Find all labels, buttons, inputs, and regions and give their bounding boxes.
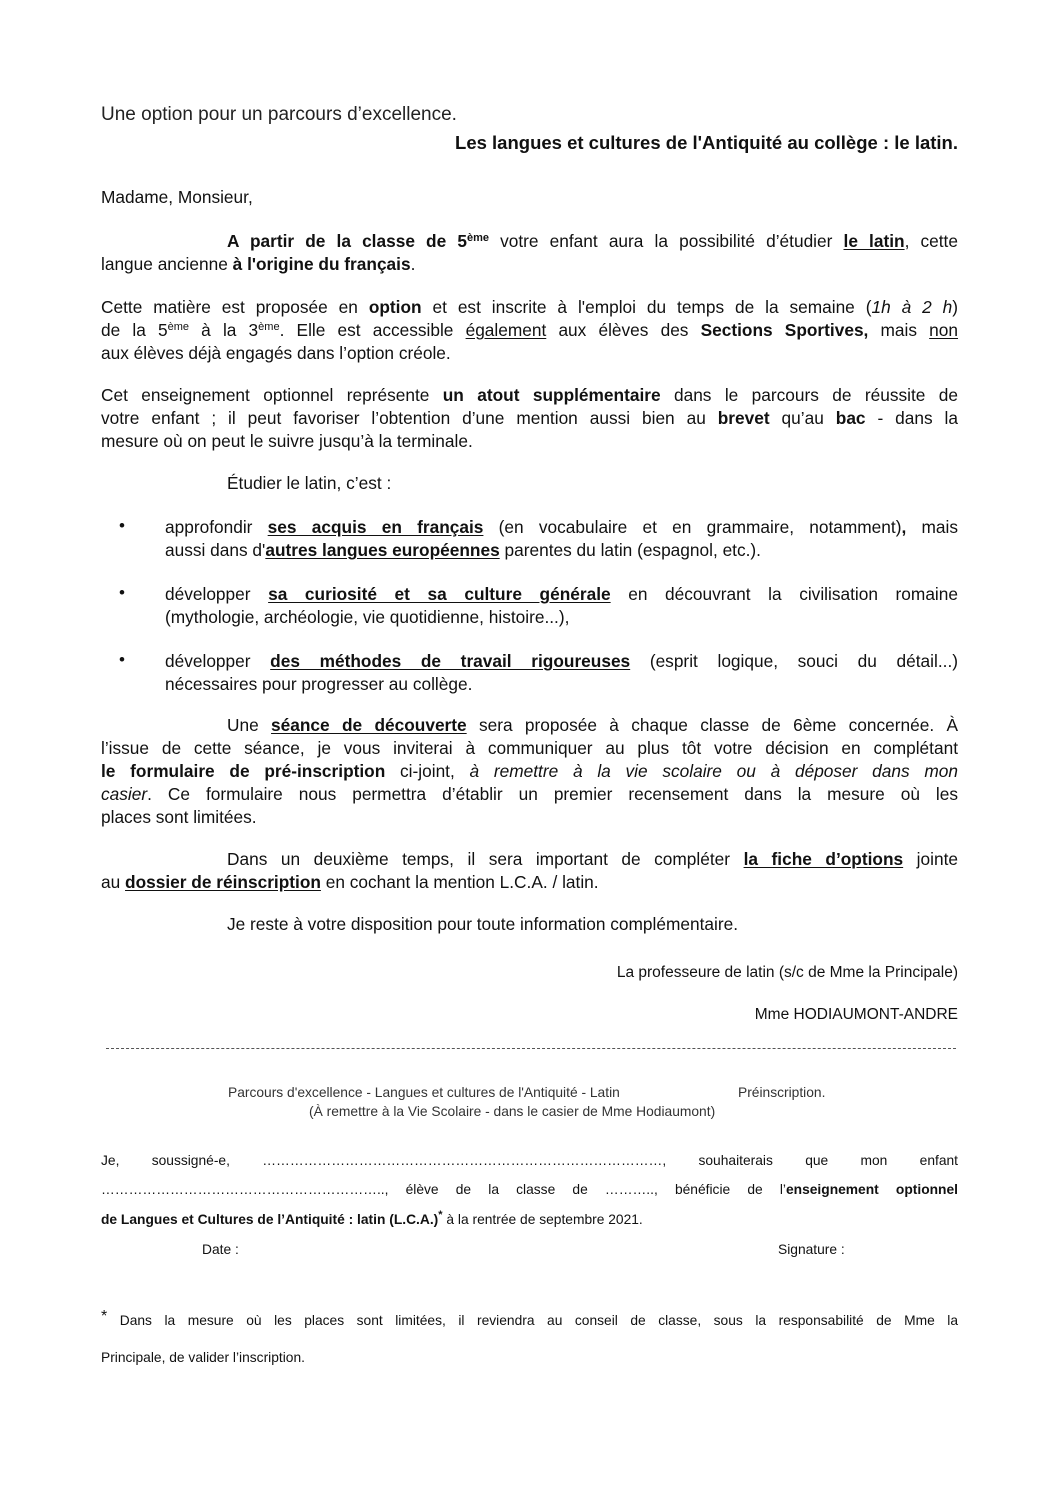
footnote: * Dans la mesure où les places sont limitées, il reviendra au conseil de classe, sous la responsabilité de Mme la — [101, 1308, 958, 1328]
paragraph-2: Cette matière est proposée en option et est inscrite à l'emploi du temps de la semaine (1h à 2 h) de la 5ème à la 3ème. Elle est accessible également aux élèves des Sections Sportives, mais non aux élèves déjà engagés dans l’option créole. — [101, 297, 959, 363]
footnote-continued: Principale, de valider l’inscription. — [101, 1350, 305, 1365]
signature-label: Signature : — [778, 1242, 845, 1257]
form-line-3: de Langues et Cultures de l’Antiquité : latin (L.C.A.)* à la rentrée de septembre 2021. — [101, 1209, 643, 1227]
form-line-1: Je, soussigné-e, ……………………………………………………………………………, souhaiterais que mon enfant — [101, 1153, 959, 1168]
bullet-1-marker: • — [119, 516, 125, 535]
paragraph-4: Étudier le latin, c’est : — [227, 473, 392, 493]
paragraph-5: Une séance de découverte sera proposée à chaque classe de 6ème concernée. À l’issue de cette séance, je vous inviterai à communiquer au plus tôt votre décision en complétant le formulaire de pré-inscription ci-joint, à remettre à la vie scolaire ou à déposer dans mon casier. Ce formulaire nous permettra d’établir un premier recensement dans la mesure où les places sont limitées. — [101, 715, 958, 827]
signature-role: La professeure de latin (s/c de Mme la Principale) — [616, 964, 958, 981]
paragraph-6: Dans un deuxième temps, il sera important de compléter la fiche d’options jointe au dossier de réinscription en cochant la mention L.C.A. / latin. — [101, 849, 958, 892]
signature-name: Mme HODIAUMONT-ANDRE — [754, 1006, 958, 1023]
bullet-2: développer sa curiosité et sa culture générale en découvrant la civilisation romaine (mythologie, archéologie, vie quotidienne, histoire...), — [165, 584, 958, 627]
salutation: Madame, Monsieur, — [101, 187, 253, 207]
bullet-1: approfondir ses acquis en français (en vocabulaire et en grammaire, notamment), mais aussi dans d'autres langues européennes parentes du latin (espagnol, etc.). — [165, 517, 958, 560]
form-instructions: (À remettre à la Vie Scolaire - dans le casier de Mme Hodiaumont) — [309, 1104, 716, 1119]
bullet-2-marker: • — [119, 583, 125, 602]
paragraph-1: A partir de la classe de 5ème votre enfant aura la possibilité d’étudier le latin, cette langue ancienne à l'origine du français. — [101, 231, 958, 274]
document-title: Les langues et cultures de l'Antiquité au collège : le latin. — [455, 132, 958, 153]
form-heading-type: Préinscription. — [738, 1085, 826, 1100]
intro-line: Une option pour un parcours d’excellence. — [101, 104, 457, 125]
bullet-3-marker: • — [119, 650, 125, 669]
cut-line — [106, 1048, 956, 1049]
form-heading: Parcours d'excellence - Langues et cultures de l'Antiquité - Latin — [228, 1085, 620, 1100]
bullet-3: développer des méthodes de travail rigoureuses (esprit logique, souci du détail...) nécessaires pour progresser au collège. — [165, 651, 958, 694]
date-label: Date : — [202, 1242, 239, 1257]
paragraph-7: Je reste à votre disposition pour toute information complémentaire. — [227, 914, 739, 934]
form-line-2: …………………………………………………….., élève de la classe de ……….., bénéficie de l’enseignement optionnel — [101, 1182, 958, 1197]
paragraph-3: Cet enseignement optionnel représente un atout supplémentaire dans le parcours de réussite de votre enfant ; il peut favoriser l’obtention d’une mention aussi bien au brevet qu’au bac - dans la mesure où on peut le suivre jusqu’à la terminale. — [101, 385, 959, 451]
